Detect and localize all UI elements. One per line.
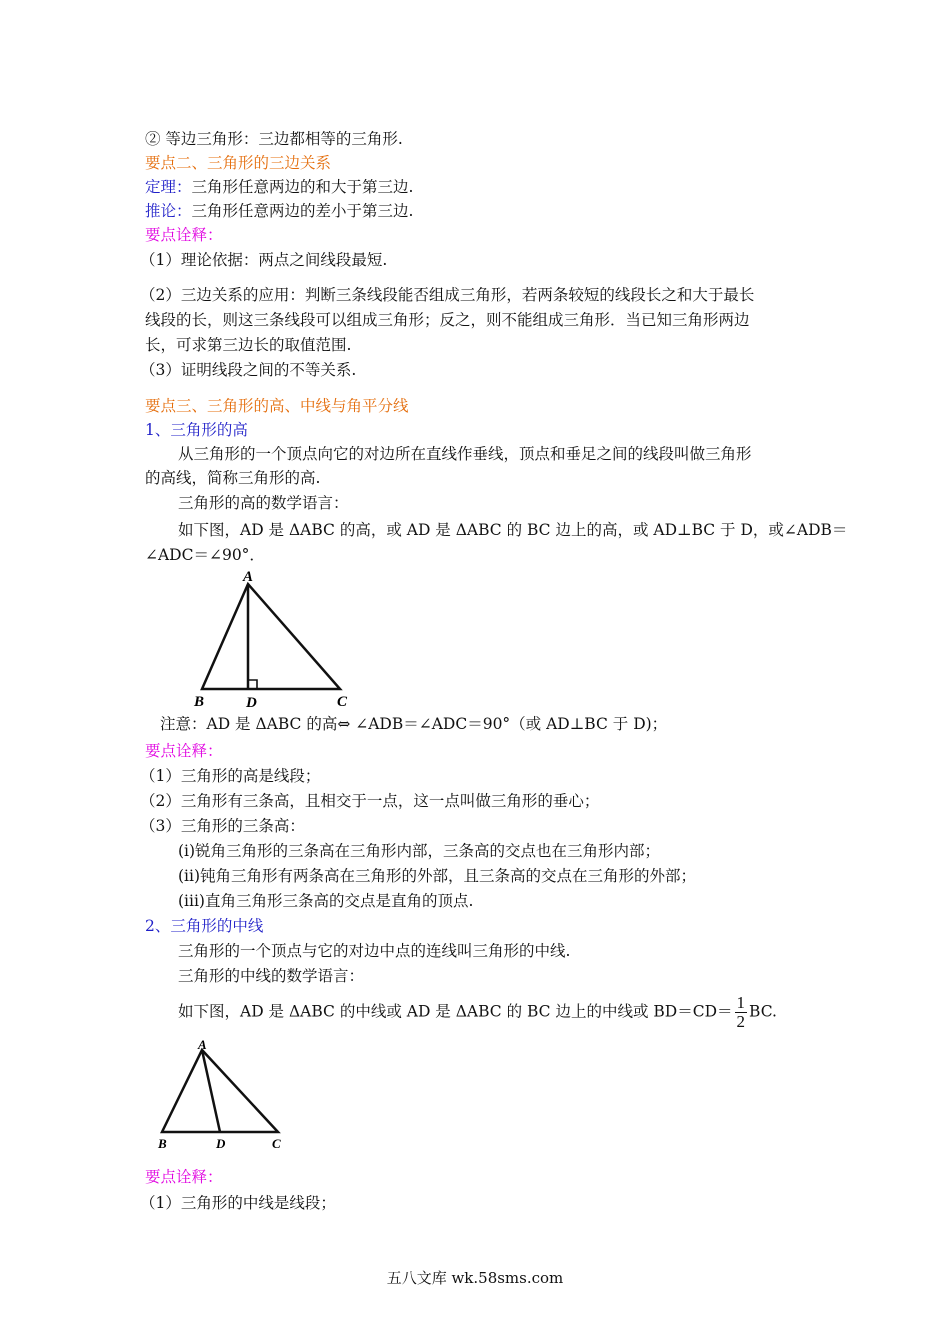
point-2-line-c: 长，可求第三边长的取值范围. [145,336,352,354]
fig1-label-a: A [243,569,254,585]
fraction-numerator: 1 [736,993,746,1012]
fig2-label-b: B [158,1136,167,1151]
point-2-line-b: 线段的长，则这三条线段可以组成三角形；反之，则不能组成三角形．当已知三角形两边 [145,311,750,329]
fraction-one-half [735,994,748,1031]
attention-line: 注意：AD 是 ΔABC 的高⇔ ∠ADB＝∠ADC＝90°（或 AD⊥BC 于 D)； [160,715,668,733]
fig2-label-c: C [272,1136,281,1151]
right-angle-mark [248,680,257,689]
line-equilateral: ② 等边三角形：三边都相等的三角形. [145,130,403,148]
median-figure [152,1036,292,1152]
median-example-text: 如下图，AD 是 ΔABC 的中线或 AD 是 ΔABC 的 BC 边上的中线或 BD＝CD＝ [178,1002,733,1021]
altitude-note-3: （3）三角形的三条高： [140,817,305,835]
median-note-1: （1）三角形的中线是线段； [140,1194,336,1212]
note-label-1: 要点诠释： [145,226,223,244]
note-label-2: 要点诠释： [145,742,223,760]
altitude-example-2: ∠ADC＝∠90°． [145,546,265,564]
median-example-tail: BC. [749,1002,777,1021]
altitude-example-1: 如下图，AD 是 ΔABC 的高，或 AD 是 ΔABC 的 BC 边上的高，或 AD⊥BC 于 D，或∠ADB＝ [178,521,848,539]
fig2-label-a: A [198,1037,207,1052]
theorem-text: 三角形任意两边的和大于第三边. [191,178,414,196]
fig1-label-b: B [194,694,205,710]
corollary-text: 三角形任意两边的差小于第三边. [191,202,414,220]
subheading-altitude: 1、三角形的高 [145,421,248,439]
altitude-note-2: （2）三角形有三条高，且相交于一点，这一点叫做三角形的垂心； [140,792,600,810]
fig1-label-d: D [246,695,257,711]
altitude-lang: 三角形的高的数学语言： [178,494,349,512]
altitude-note-3-ii: (ii)钝角三角形有两条高在三角形的外部，且三条高的交点在三角形的外部； [178,867,697,885]
fig2-label-d: D [216,1136,226,1151]
altitude-figure [190,566,360,712]
fraction-denominator: 2 [736,1012,746,1031]
subheading-median: 2、三角形的中线 [145,917,264,935]
corollary-label: 推论： [145,202,192,220]
point-2-line-a: （2）三边关系的应用：判断三条线段能否组成三角形，若两条较短的线段长之和大于最长 [140,286,755,304]
median-example [178,994,777,1031]
median-segment-ad [202,1050,220,1132]
altitude-def-1: 从三角形的一个顶点向它的对边所在直线作垂线，顶点和垂足之间的线段叫做三角形 [178,445,752,463]
point-1: （1）理论依据：两点之间线段最短. [140,251,388,269]
altitude-note-3-iii: (iii)直角三角形三条高的交点是直角的顶点. [178,892,474,910]
altitude-triangle [202,584,340,689]
median-lang: 三角形的中线的数学语言： [178,967,365,985]
heading-section-3: 要点三、三角形的高、中线与角平分线 [145,397,409,415]
fig1-label-c: C [337,694,348,710]
median-triangle [162,1050,278,1132]
altitude-note-3-i: (i)锐角三角形的三条高在三角形内部，三条高的交点也在三角形内部； [178,842,661,860]
point-3: （3）证明线段之间的不等关系. [140,361,357,379]
note-label-3: 要点诠释： [145,1168,223,1186]
theorem-line [145,176,413,198]
page-footer: 五八文库 wk.58sms.com [386,1269,564,1287]
altitude-note-1: （1）三角形的高是线段； [140,767,321,785]
altitude-def-2: 的高线，简称三角形的高. [145,469,321,487]
heading-section-2: 要点二、三角形的三边关系 [145,154,332,172]
theorem-label: 定理： [145,178,192,196]
median-def: 三角形的一个顶点与它的对边中点的连线叫三角形的中线. [178,942,571,960]
corollary-line [145,200,413,222]
